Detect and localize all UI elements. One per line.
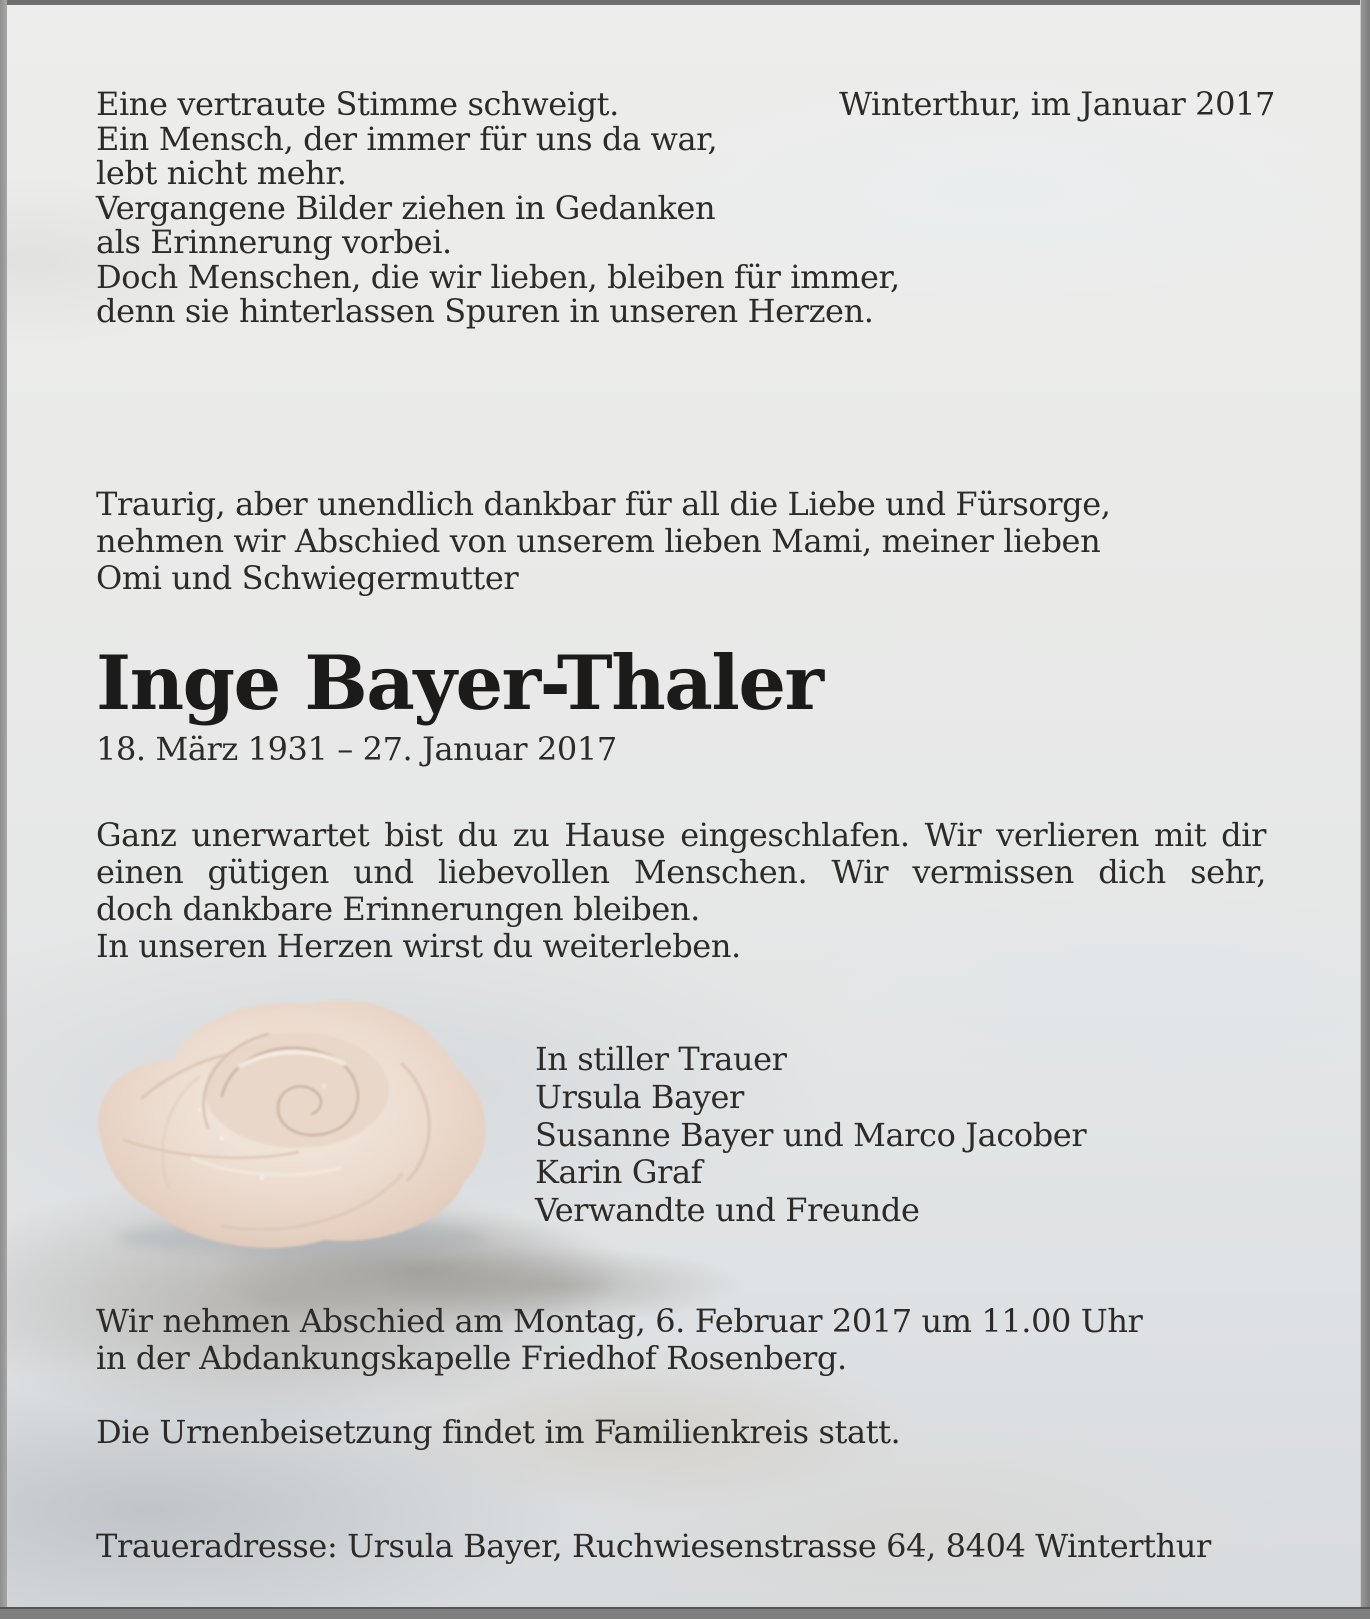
mourning-address — [96, 1528, 1211, 1565]
tribute-paragraph — [96, 817, 1266, 965]
burial-note — [96, 1414, 900, 1451]
poem-line: lebt nicht mehr. — [96, 154, 347, 192]
mourners-title: In stiller Trauer — [535, 1040, 787, 1078]
mourner-name: Susanne Bayer und Marco Jacober — [535, 1115, 1087, 1154]
place-dateline: Winterthur, im Januar 2017 — [839, 85, 1275, 123]
intro-line: nehmen wir Abschied von unserem lieben Mami, meiner lieben — [96, 522, 1101, 560]
frame-edge-bottom — [0, 1607, 1370, 1619]
frame-edge-top — [0, 0, 1370, 5]
service-line: Wir nehmen Abschied am Montag, 6. Februar 2017 um 11.00 Uhr — [96, 1302, 1143, 1340]
service-line: in der Abdankungskapelle Friedhof Rosenberg. — [96, 1339, 847, 1377]
life-dates: 18. März 1931 – 27. Januar 2017 — [96, 730, 617, 768]
intro-line: Omi und Schwiegermutter — [96, 559, 519, 597]
deceased-name: Inge Bayer-Thaler — [96, 639, 823, 727]
tribute-line: In unseren Herzen wirst du weiterleben. — [96, 927, 741, 965]
mourners-list — [535, 1041, 1086, 1230]
mourning-address-line: Traueradresse: Ursula Bayer, Ruchwiesenstrasse 64, 8404 Winterthur — [96, 1527, 1211, 1565]
tribute-line: doch dankbare Erinnerungen bleiben. — [96, 890, 700, 928]
poem-line: als Erinnerung vorbei. — [96, 223, 452, 261]
white-rose-image — [72, 968, 512, 1268]
burial-line: Die Urnenbeisetzung findet im Familienkreis statt. — [96, 1413, 901, 1451]
poem-line: denn sie hinterlassen Spuren in unseren Herzen. — [96, 292, 874, 330]
tribute-line: einen gütigen und liebevollen Menschen. Wir vermissen dich sehr, — [96, 853, 1266, 891]
frame-edge-right — [1360, 0, 1370, 1619]
mourner-name: Karin Graf — [535, 1153, 703, 1192]
service-info — [96, 1303, 1142, 1377]
poem-line: Eine vertraute Stimme schweigt. — [96, 85, 619, 123]
mourner-name: Verwandte und Freunde — [535, 1191, 920, 1230]
poem — [96, 87, 900, 329]
intro-paragraph — [96, 486, 1111, 597]
tribute-line: Ganz unerwartet bist du zu Hause eingeschlafen. Wir verlieren mit dir — [96, 816, 1266, 854]
intro-line: Traurig, aber unendlich dankbar für all die Liebe und Fürsorge, — [96, 485, 1111, 523]
poem-line: Vergangene Bilder ziehen in Gedanken — [96, 188, 716, 227]
frame-edge-left — [0, 0, 7, 1619]
white-rose-graphic — [72, 968, 512, 1268]
poem-line: Doch Menschen, die wir lieben, bleiben für immer, — [96, 257, 900, 296]
mourner-name: Ursula Bayer — [535, 1077, 744, 1116]
poem-line: Ein Mensch, der immer für uns da war, — [96, 119, 718, 158]
